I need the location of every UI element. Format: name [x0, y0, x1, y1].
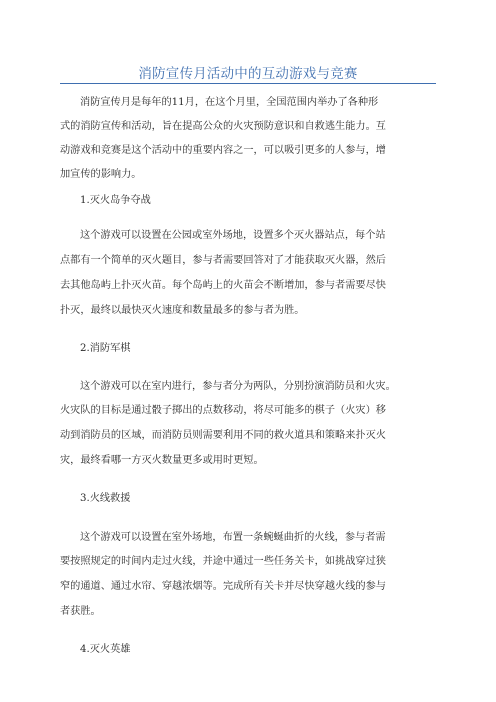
paragraph-line: 窄的通道、通过水帘、穿越浓烟等。完成所有关卡并尽快穿越火线的参与 [60, 581, 386, 592]
paragraph-line: 扑灭，最终以最快灭火速度和数量最多的参与者为胜。 [60, 305, 305, 316]
intro-line: 消防宣传月是每年的11月，在这个月里，全国范围内举办了各种形 [80, 97, 379, 108]
paragraph-line: 动到消防员的区域，而消防员则需要利用不同的救火道具和策略来扑灭火 [60, 430, 386, 441]
section-heading: 1.灭火岛争夺战 [80, 195, 151, 206]
paragraph-line: 这个游戏可以设置在室外场地，布置一条蜿蜒曲折的火线，参与者需 [80, 532, 386, 543]
section-heading: 4.灭火英雄 [80, 644, 131, 655]
paragraph-line: 者获胜。 [60, 606, 101, 617]
paragraph-line: 这个游戏可以设置在公园或室外场地，设置多个灭火器站点，每个站 [80, 230, 386, 241]
intro-line: 加宣传的影响力。 [60, 169, 142, 180]
title-underline [60, 83, 436, 84]
intro-line: 式的消防宣传和活动，旨在提高公众的火灾预防意识和自救逃生能力。互 [60, 121, 386, 132]
paragraph-line: 这个游戏可以在室内进行，参与者分为两队，分别扮演消防员和火灾。 [80, 381, 396, 392]
paragraph-line: 点都有一个简单的灭火题目，参与者需要回答对了才能获取灭火器，然后 [60, 255, 386, 266]
paragraph-line: 去其他岛屿上扑灭火苗。每个岛屿上的火苗会不断增加，参与者需要尽快 [60, 280, 386, 291]
intro-line: 动游戏和竞赛是这个活动中的重要内容之一，可以吸引更多的人参与，增 [60, 145, 386, 156]
paragraph-line: 火灾队的目标是通过骰子掷出的点数移动，将尽可能多的棋子（火灾）移 [60, 405, 386, 416]
section-heading: 2.消防军棋 [80, 343, 131, 354]
paragraph-line: 要按照规定的时间内走过火线，并途中通过一些任务关卡，如挑战穿过狭 [60, 556, 386, 567]
paragraph-line: 灾，最终看哪一方灭火数量更多或用时更短。 [60, 455, 264, 466]
section-heading: 3.火线救援 [80, 493, 131, 504]
document-title: 消防宣传月活动中的互动游戏与竞赛 [138, 66, 358, 82]
